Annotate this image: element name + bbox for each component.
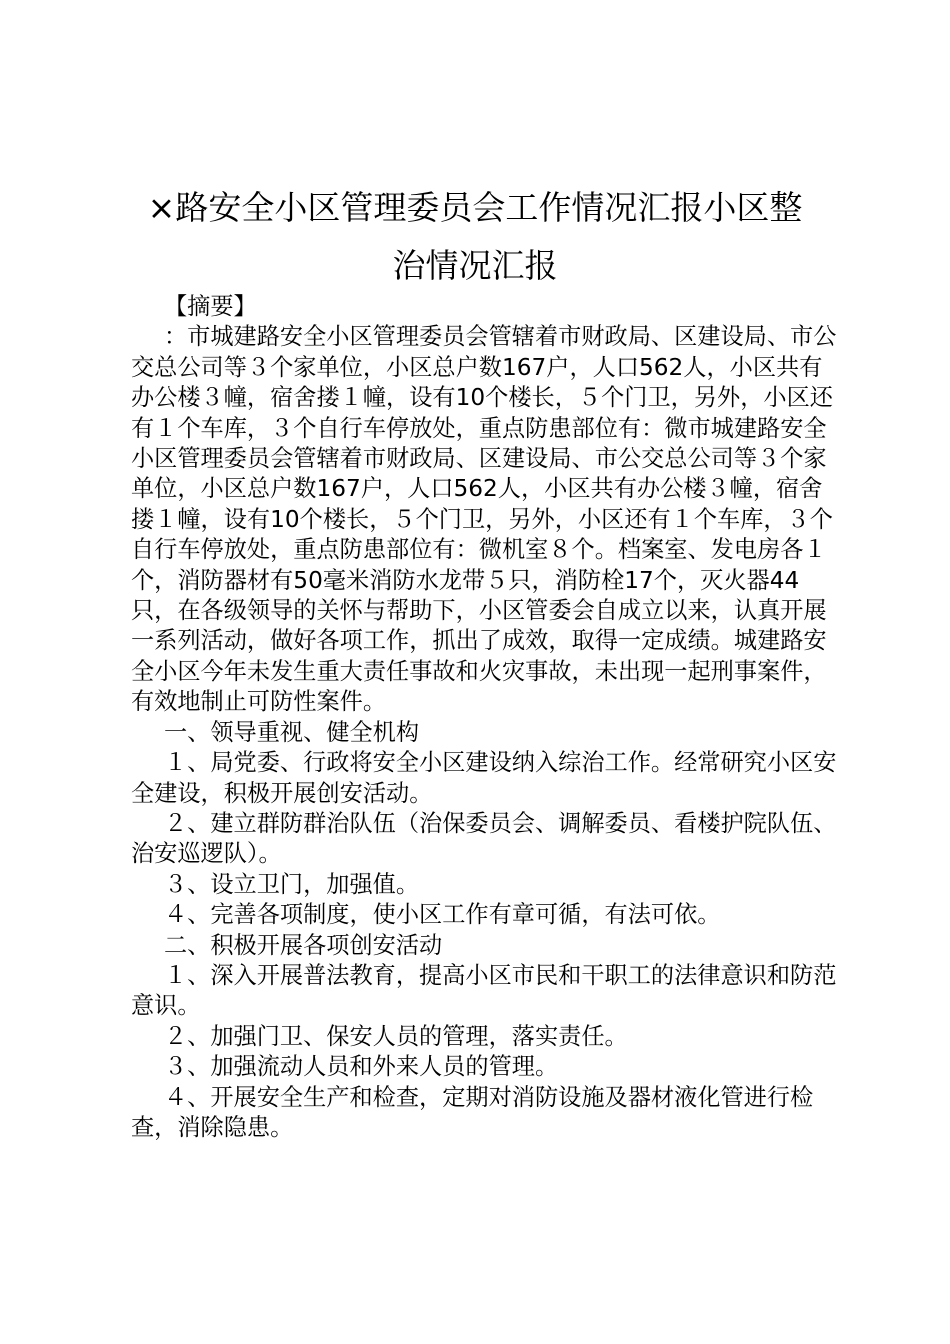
- section-1-item-3: ３、设立卫门，加强值。: [164, 870, 420, 898]
- section-1-item-4: ４、完善各项制度，使小区工作有章可循，有法可依。: [164, 901, 721, 929]
- document-title-line-1: ×路安全小区管理委员会工作情况汇报小区整: [147, 188, 803, 227]
- section-2-item-2: ２、加强门卫、保安人员的管理，落实责任。: [164, 1022, 628, 1050]
- section-heading-1: 一、领导重视、健全机构: [164, 718, 420, 746]
- abstract-heading: 【摘要】: [164, 293, 257, 320]
- section-2-item-4: ４、开展安全生产和检查，定期对消防设施及器材液化管进行检查，消除隐患。: [131, 1083, 814, 1141]
- section-1-item-2: ２、建立群防群治队伍（治保委员会、调解委员、看楼护院队伍、治安巡逻队）。: [131, 809, 837, 868]
- section-2-item-1: １、深入开展普法教育，提高小区市民和干职工的法律意识和防范意识。: [131, 961, 837, 1020]
- section-1-item-1: １、局党委、行政将安全小区建设纳入综治工作。经常研究小区安全建设，积极开展创安活动。: [131, 749, 837, 807]
- document-body: [131, 292, 841, 1143]
- section-heading-2: 二、积极开展各项创安活动: [164, 931, 443, 959]
- document-title-line-2: 治情况汇报: [392, 246, 558, 285]
- section-2-item-3: ３、加强流动人员和外来人员的管理。: [164, 1053, 559, 1081]
- abstract-paragraph: ：市城建路安全小区管理委员会管辖着市财政局、区建设局、市公交总公司等３个家单位，小区总户数167户，人口562人，小区共有办公楼３幢，宿舍搂１幢，设有10个楼长，５个门卫，另外，小区还有１个车库，３个自行车停放处，重点防患部位有：微市城建路安全小区管理委员会管辖着市财政局、区建设局、市公交总公司等３个家单位，小区总户数167户，人口562人，小区共有办公楼３幢，宿舍搂１幢，设有10个楼长，５个门卫，另外，小区还有１个车库，３个自行车停放处，重点防患部位有：微机室８个。档案室、发电房各１个，消防器材有50毫米消防水龙带５只，消防栓17个，灭火器44只，在各级领导的关怀与帮助下，小区管委会自成立以来，认真开展一系列活动，做好各项工作，抓出了成效，取得一定成绩。城建路安全小区今年未发生重大责任事故和火灾事故，未出现一起刑事案件，有效地制止可防性案件。: [131, 323, 837, 716]
